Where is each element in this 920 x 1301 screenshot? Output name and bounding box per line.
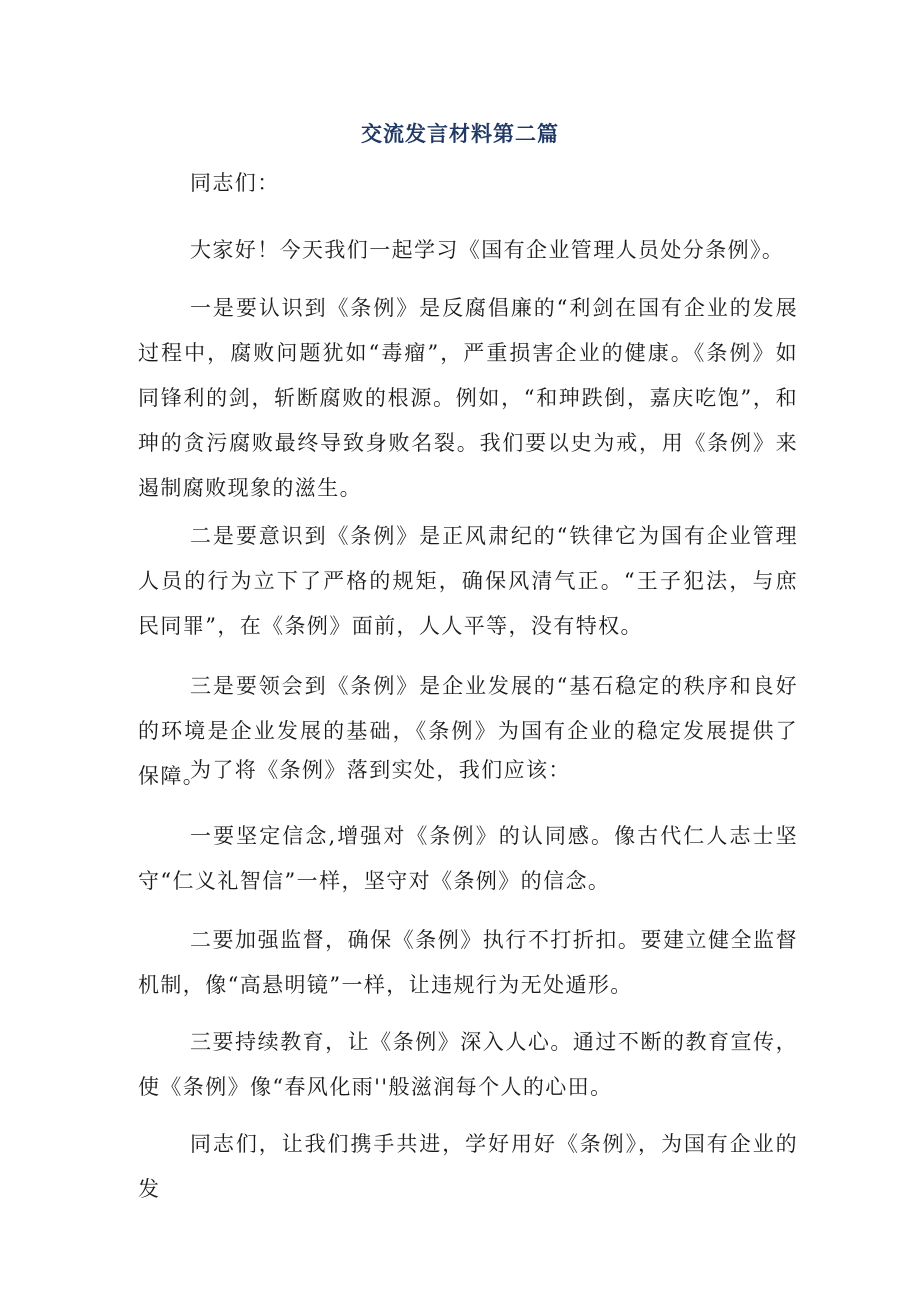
salutation-paragraph: 同志们： [190,171,280,195]
greeting-paragraph: 大家好！今天我们一起学习《国有企业管理人员处分条例》。 [190,238,785,262]
point-three-paragraph: 三是要领会到《条例》是企业发展的“基石稳定的秩序和良好的环境是企业发展的基础，《条例》为国有企业的稳定发展提供了保障。 [138,674,798,788]
closing-paragraph: 同志们，让我们携手共进，学好用好《条例》，为国有企业的发 [138,1132,798,1201]
point-one-paragraph: 一是要认识到《条例》是反腐倡廉的“利剑在国有企业的发展过程中，腐败问题犹如“毒瘤”，严重损害企业的健康。《条例》如同锋利的剑，斩断腐败的根源。例如，“和珅跌倒，嘉庆吃饱”，和珅的贪污腐败最终导致身败名裂。我们要以史为戒，用《条例》来遏制腐败现象的滋生。 [138,296,798,500]
point-two-paragraph: 二是要意识到《条例》是正风肃纪的“铁律它为国有企业管理人员的行为立下了严格的规矩，确保风清气正。“王子犯法，与庶民同罪”，在《条例》面前，人人平等，没有特权。 [138,524,798,638]
action-intro-paragraph: 为了将《条例》落到实处，我们应该： [190,758,571,782]
action-one-paragraph: 一要坚定信念,增强对《条例》的认同感。像古代仁人志士坚守“仁义礼智信”一样，坚守对《条例》的信念。 [138,824,798,893]
action-three-paragraph: 三要持续教育，让《条例》深入人心。通过不断的教育宣传，使《条例》像“春风化雨''般滋润每个人的心田。 [138,1030,798,1099]
document-title: 交流发言材料第二篇 [361,121,559,146]
action-two-paragraph: 二要加强监督，确保《条例》执行不打折扣。要建立健全监督机制，像“高悬明镜”一样，让违规行为无处遁形。 [138,928,798,997]
